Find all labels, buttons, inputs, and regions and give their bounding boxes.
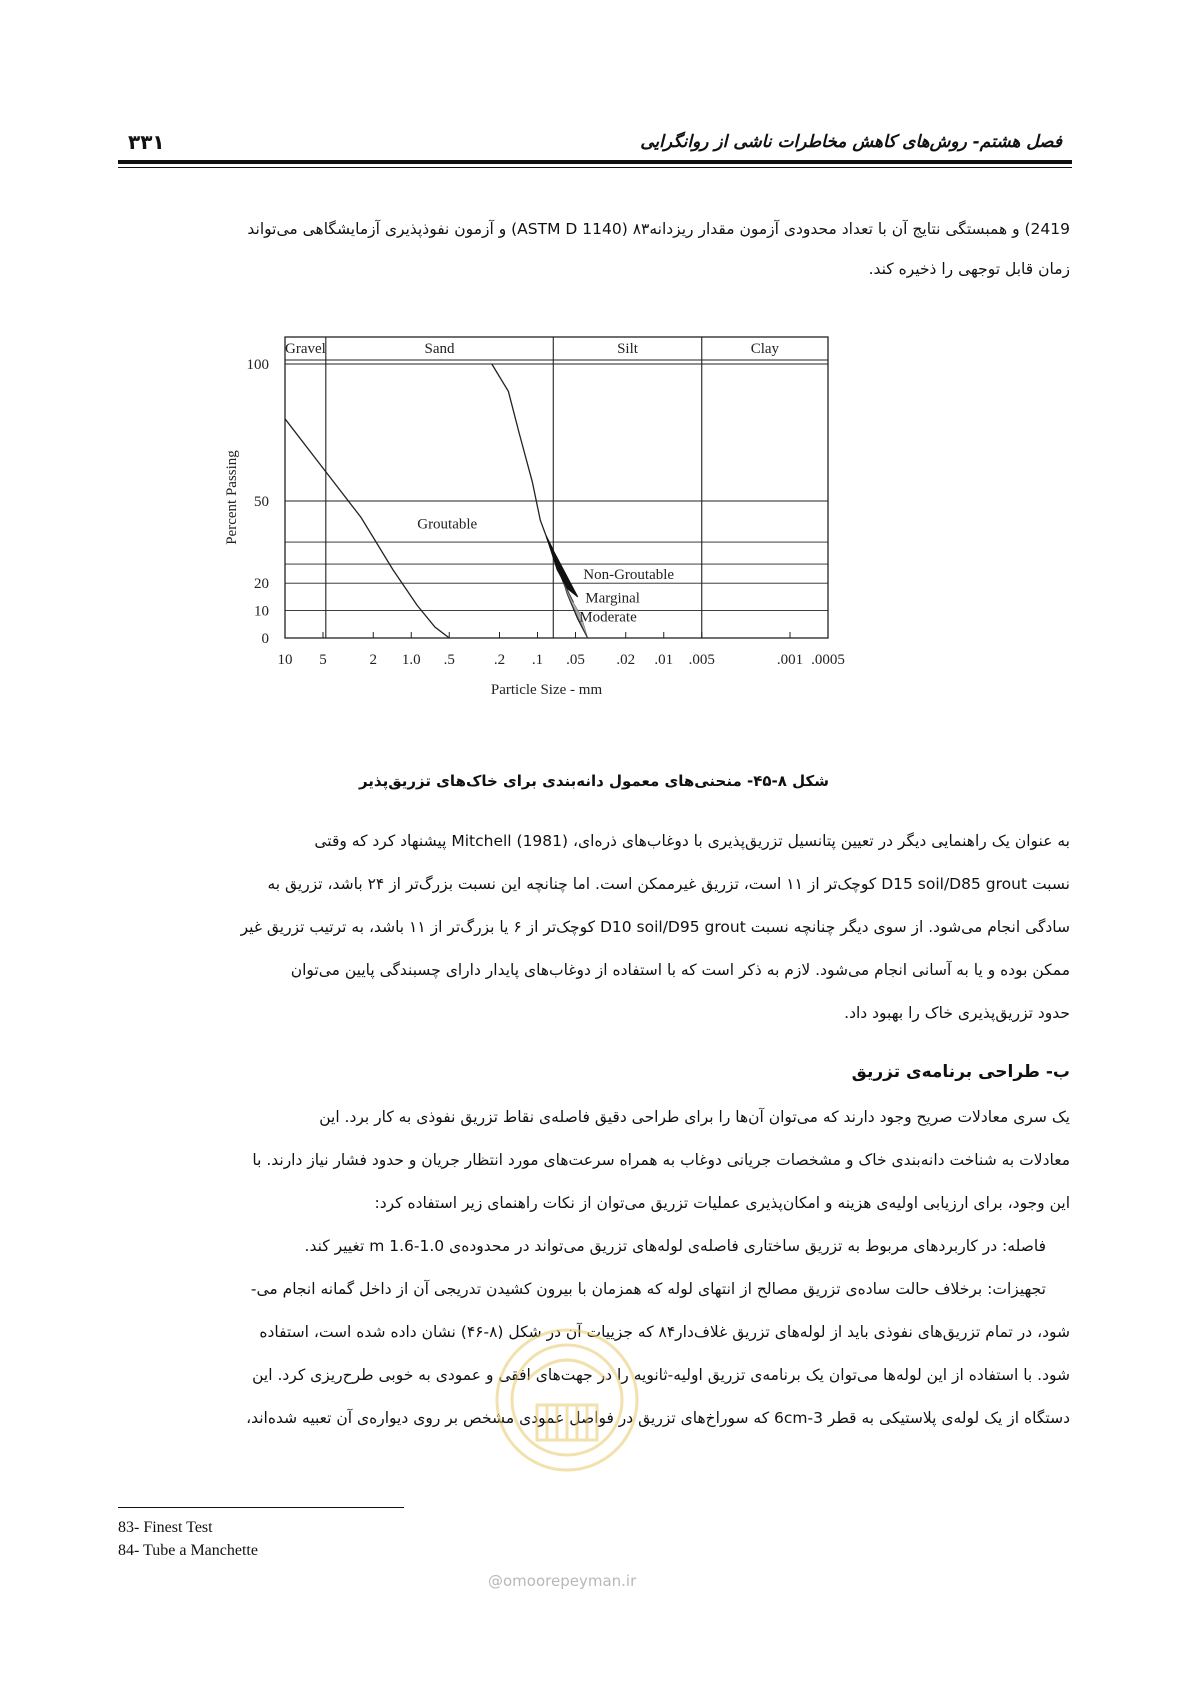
footnote-83: 83- Finest Test xyxy=(118,1519,213,1536)
text-line: شود. با استفاده از این لوله‌ها می‌توان یک برنامه‌ی تزریق اولیه-ثانویه را در جهت‌های افقی و عمودی به خوبی طرح‌ریزی کرد. این xyxy=(252,1366,1070,1384)
paragraph-spacing xyxy=(118,1239,1070,1269)
footnote-84: 84- Tube a Manchette xyxy=(118,1542,258,1559)
x-tick-label: .02 xyxy=(616,652,636,668)
text-line: این وجود، برای ارزیابی اولیه‌ی هزینه و امکان‌پذیری عملیات تزریق می‌توان از نکات راهنمای زیر استفاده کرد: xyxy=(374,1194,1070,1212)
x-tick-label: 2 xyxy=(369,652,377,668)
x-tick-label: .05 xyxy=(566,652,585,668)
soil-band-label: Gravel xyxy=(285,341,326,357)
x-tick-label: 5 xyxy=(319,652,327,668)
chart-annotation: Marginal xyxy=(585,590,640,607)
running-header-title: فصل هشتم- روش‌های کاهش مخاطرات ناشی از روانگرایی xyxy=(640,132,1062,152)
chart-annotation: Moderate xyxy=(579,609,637,626)
text-line: به عنوان یک راهنمایی دیگر در تعیین پتانسیل تزریق‌پذیری با دوغاب‌های ذره‌ای، Mitchell (1981) پیشنهاد کرد که وقتی xyxy=(314,832,1070,850)
y-tick-label: 20 xyxy=(254,576,269,593)
gradation-chart xyxy=(224,325,910,765)
page-number: ۳۳۱ xyxy=(128,130,165,154)
text-line: حدود تزریق‌پذیری خاک را بهبود داد. xyxy=(844,1004,1070,1022)
y-tick-label: 10 xyxy=(254,603,269,620)
watermark-text: @omoorepeyman.ir xyxy=(488,1572,637,1590)
x-tick-label: .005 xyxy=(688,652,715,668)
text-line: یک سری معادلات صریح وجود دارند که می‌توان آن‌ها را برای طراحی دقیق فاصله‌ی نقاط تزریق نفوذی به کار برد. این xyxy=(319,1108,1070,1126)
x-tick-label: .5 xyxy=(443,652,455,668)
footnote-rule xyxy=(118,1507,404,1508)
figure-caption: شکل ۸-۴۵- منحنی‌های معمول دانه‌بندی برای خاک‌های تزریق‌پذیر xyxy=(358,772,830,790)
x-tick-label: .1 xyxy=(531,652,544,668)
text-line: 2419) و همبستگی نتایج آن با تعداد محدودی آزمون مقدار ریزدانه۸۳ (ASTM D 1140) و آزمون نفوذپذیری آزمایشگاهی می‌تواند xyxy=(247,220,1070,238)
section-heading: ب- طراحی برنامه‌ی تزریق xyxy=(851,1062,1070,1082)
text-line: ممکن بوده و یا به آسانی انجام می‌شود. لازم به ذکر است که با استفاده از دوغاب‌های پایدار دارای چسبندگی پایین می‌توان xyxy=(290,961,1070,979)
non-groutable-zone xyxy=(546,537,577,597)
chart-annotation: Non-Groutable xyxy=(583,567,675,584)
x-tick-label: 1.0 xyxy=(401,652,421,668)
soil-band-label: Clay xyxy=(750,341,780,357)
x-tick-label: .001 xyxy=(776,652,804,668)
text-line: فاصله: در کاربردهای مربوط به تزریق ساختاری فاصله‌ی لوله‌های تزریق می‌تواند در محدوده‌ی 1.0-1.6 m تغییر کند. xyxy=(304,1237,1046,1255)
text-line: دستگاه از یک لوله‌ی پلاستیکی به قطر 3-6cm که سوراخ‌های تزریق در فواصل عمودی مشخص بر روی دیواره‌ی آن تعبیه شده‌اند، xyxy=(246,1409,1070,1427)
x-tick-label: .2 xyxy=(493,652,506,668)
paragraph-design xyxy=(118,1110,1070,1230)
y-tick-label: 0 xyxy=(261,631,269,647)
chart-grid xyxy=(285,337,828,638)
header-rule xyxy=(118,160,1072,164)
chart-annotation: Groutable xyxy=(417,516,478,533)
chart-text xyxy=(224,341,845,698)
intro-paragraph xyxy=(118,222,1070,292)
x-tick-label: .01 xyxy=(654,652,674,668)
x-tick-label: .0005 xyxy=(811,652,845,668)
text-line: زمان قابل توجهی را ذخیره کند. xyxy=(868,260,1070,278)
text-line: سادگی انجام می‌شود. از سوی دیگر چنانچه نسبت D10 soil/D95 grout کوچک‌تر از ۶ یا بزرگ‌تر از ۱۱ باشد، به ترتیب تزریق غیر xyxy=(240,918,1070,936)
soil-band-label: Sand xyxy=(424,341,455,357)
watermark-seal-icon xyxy=(487,1310,647,1480)
x-tick-label: 10 xyxy=(277,652,293,668)
y-tick-label: 100 xyxy=(246,357,269,373)
paragraph-mitchell xyxy=(118,834,1070,1034)
text-line: شود، در تمام تزریق‌های نفوذی باید از لوله‌های تزریق غلاف‌دار۸۴ که جزییات آن در شکل (۸-۴۶) نشان داده شده است، استفاده xyxy=(259,1323,1070,1341)
y-tick-label: 50 xyxy=(254,494,269,510)
text-line: تجهیزات: برخلاف حالت ساده‌ی تزریق مصالح از انتهای لوله که همزمان با بیرون کشیدن تدریجی آن از داخل گمانه انجام می- xyxy=(250,1280,1046,1298)
soil-band-label: Silt xyxy=(617,341,638,357)
text-line: نسبت D15 soil/D85 grout کوچک‌تر از ۱۱ است، تزریق غیرممکن است. اما چنانچه این نسبت بزرگ‌تر از ۲۴ باشد، تزریق به xyxy=(267,875,1070,893)
plot-frame xyxy=(285,337,828,638)
text-line: معادلات به شناخت دانه‌بندی خاک و مشخصات جریانی دوغاب به همراه سرعت‌های مورد انتظار جریان و حدود فشار نیاز دارند. با xyxy=(252,1151,1070,1169)
header-rule-thin xyxy=(118,167,1072,168)
y-axis-label: Percent Passing xyxy=(224,450,240,545)
x-axis-label: Particle Size - mm xyxy=(490,682,603,698)
gradation-curve xyxy=(492,364,554,550)
